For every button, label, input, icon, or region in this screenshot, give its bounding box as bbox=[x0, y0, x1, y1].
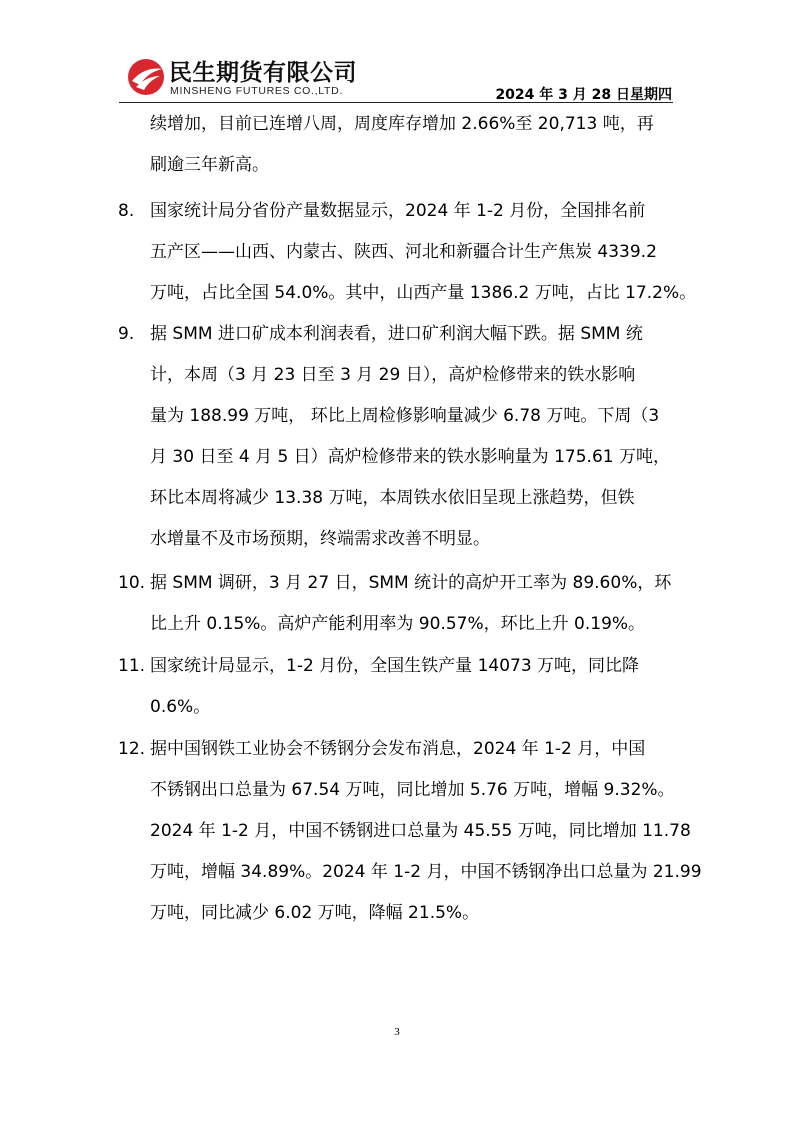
text-line: 万吨，同比减少 6.02 万吨，降幅 21.5%。 bbox=[150, 903, 480, 923]
minsheng-logo-icon bbox=[126, 57, 166, 97]
text-line: 国家统计局显示，1-2 月份，全国生铁产量 14073 万吨，同比降 bbox=[150, 656, 640, 676]
text-line: 水增量不及市场预期，终端需求改善不明显。 bbox=[150, 529, 490, 549]
continuation-paragraph bbox=[150, 104, 680, 186]
text-line: 计，本周（3 月 23 日至 3 月 29 日），高炉检修带来的铁水影响 bbox=[150, 365, 636, 385]
text-line: 续增加，目前已连增八周，周度库存增加 2.66%至 20,713 吨，再 bbox=[150, 114, 654, 134]
text-line: 2024 年 1-2 月，中国不锈钢进口总量为 45.55 万吨，同比增加 11.78 bbox=[150, 821, 691, 841]
header-rule bbox=[119, 102, 673, 103]
text-line: 据 SMM 调研，3 月 27 日，SMM 统计的高炉开工率为 89.60%，环 bbox=[150, 573, 672, 593]
text-line: 比上升 0.15%。高炉产能利用率为 90.57%，环比上升 0.19%。 bbox=[150, 614, 646, 634]
item-number: 12. bbox=[118, 739, 146, 759]
text-line: 据中国钢铁工业协会不锈钢分会发布消息，2024 年 1-2 月，中国 bbox=[150, 739, 646, 759]
brand-name-cn: 民生期货有限公司 bbox=[169, 60, 357, 86]
news-item-10 bbox=[150, 563, 680, 645]
text-line: 不锈钢出口总量为 67.54 万吨，同比增加 5.76 万吨，增幅 9.32%。 bbox=[150, 780, 675, 800]
text-line: 月 30 日至 4 月 5 日）高炉检修带来的铁水影响量为 175.61 万吨， bbox=[150, 447, 670, 467]
news-item-8 bbox=[150, 191, 697, 314]
item-number: 10. bbox=[118, 573, 146, 593]
item-number: 9. bbox=[118, 324, 135, 344]
news-item-12 bbox=[150, 729, 702, 934]
text-line: 万吨，占比全国 54.0%。其中，山西产量 1386.2 万吨，占比 17.2%。 bbox=[150, 283, 697, 303]
brand-name-en: MINSHENG FUTURES CO.,LTD. bbox=[170, 85, 344, 97]
text-line: 据 SMM 进口矿成本利润表看，进口矿利润大幅下跌。据 SMM 统 bbox=[150, 324, 643, 344]
text-line: 0.6%。 bbox=[150, 697, 211, 717]
report-date: 2024 年 3 月 28 日星期四 bbox=[495, 87, 672, 103]
text-line: 量为 188.99 万吨， 环比上周检修影响量减少 6.78 万吨。下周（3 bbox=[150, 406, 660, 426]
text-line: 万吨，增幅 34.89%。2024 年 1-2 月，中国不锈钢净出口总量为 21.99 bbox=[150, 862, 702, 882]
text-line: 环比本周将减少 13.38 万吨，本周铁水依旧呈现上涨趋势，但铁 bbox=[150, 488, 635, 508]
text-line: 国家统计局分省份产量数据显示，2024 年 1-2 月份，全国排名前 bbox=[150, 201, 646, 221]
news-item-11 bbox=[150, 646, 680, 728]
text-line: 五产区——山西、内蒙古、陕西、河北和新疆合计生产焦炭 4339.2 bbox=[150, 242, 657, 262]
text-line: 刷逾三年新高。 bbox=[150, 155, 269, 175]
page-header bbox=[0, 0, 794, 110]
item-number: 11. bbox=[118, 656, 146, 676]
news-item-9 bbox=[150, 314, 680, 560]
page-number: 3 bbox=[394, 1026, 400, 1038]
item-number: 8. bbox=[118, 201, 135, 221]
